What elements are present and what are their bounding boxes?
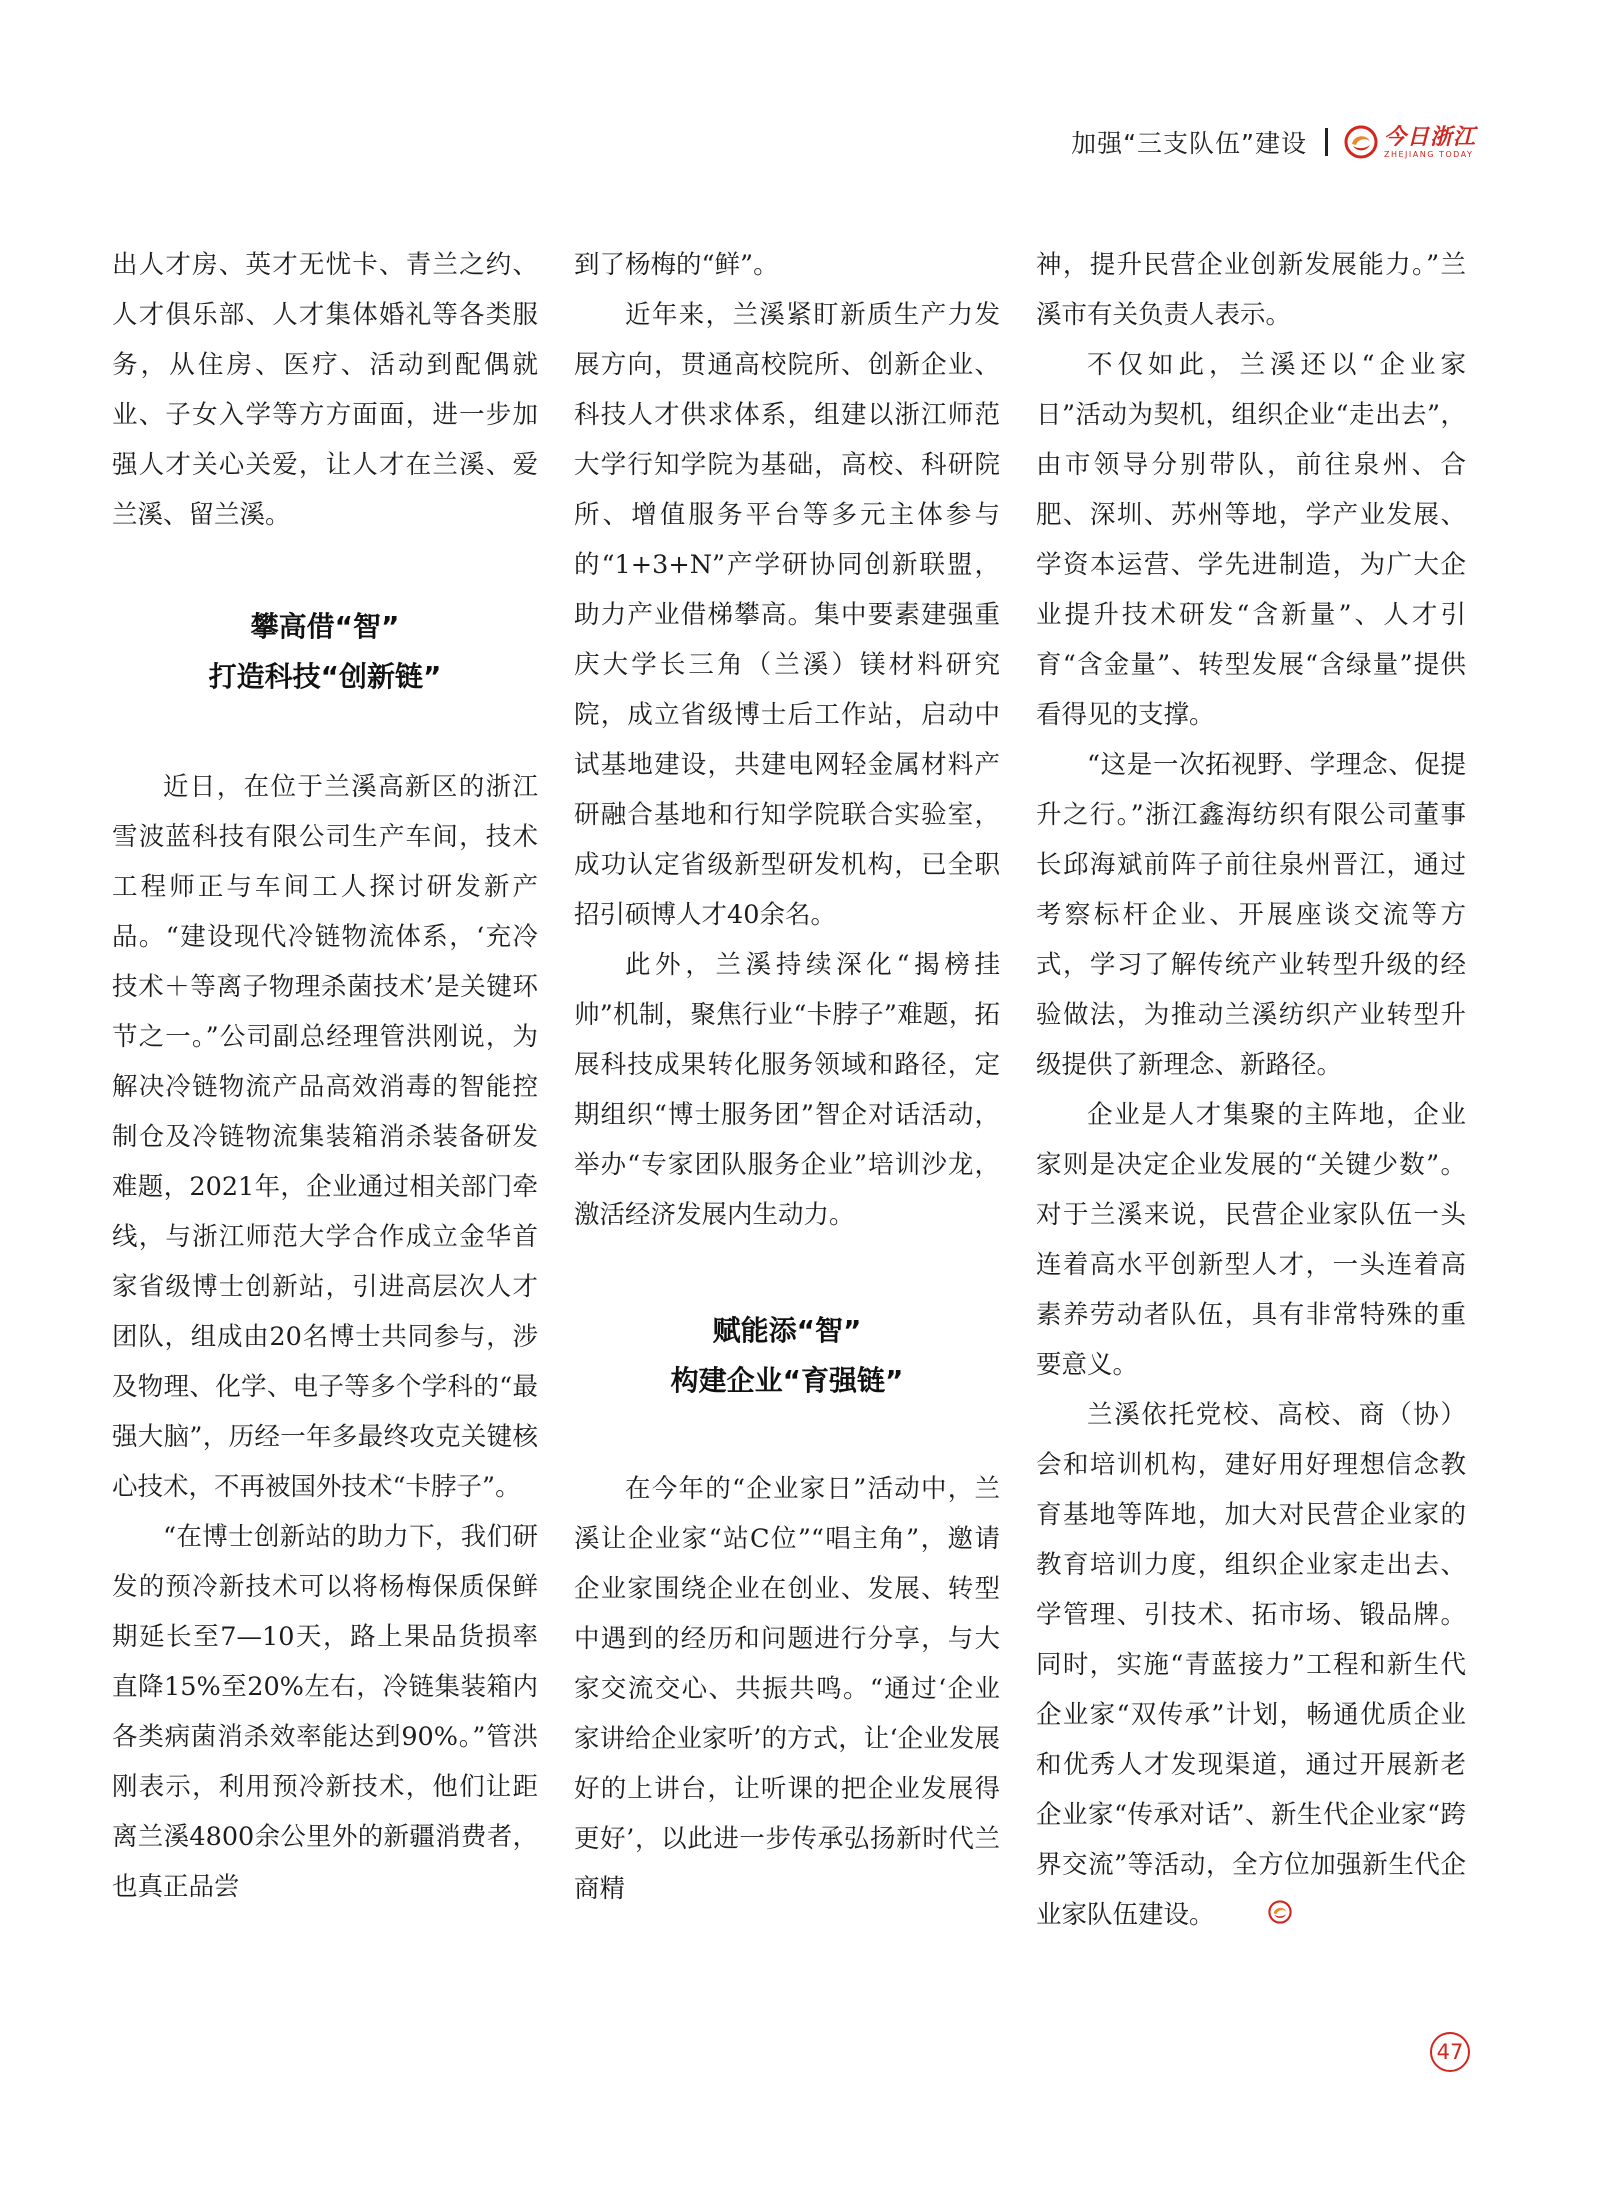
column-2 <box>574 240 1000 1914</box>
paragraph: 企业是人才集聚的主阵地，企业家则是决定企业发展的“关键少数”。对于兰溪来说，民营企业家队伍一头连着高水平创新型人才，一头连着高素养劳动者队伍，具有非常特殊的重要意义。 <box>1036 1100 1466 1380</box>
header-divider <box>1325 128 1328 156</box>
swirl-logo-icon <box>1344 125 1378 159</box>
section-heading-line-1: 攀高借“智” <box>250 610 400 643</box>
section-heading-line-2: 构建企业“育强链” <box>670 1364 904 1397</box>
brand-name-cn: 今日浙江 <box>1383 123 1476 150</box>
paragraph: 近年来，兰溪紧盯新质生产力发展方向，贯通高校院所、创新企业、科技人才供求体系，组建以浙江师范大学行知学院为基础，高校、科研院所、增值服务平台等多元主体参与的“1+3+N”产学研协同创新联盟，助力产业借梯攀高。集中要素建强重庆大学长三角（兰溪）镁材料研究院，成立省级博士后工作站，启动中试基地建设，共建电网轻金属材料产研融合基地和行知学院联合实验室，成功认定省级新型研发机构，已全职招引硕博人才40余名。 <box>574 300 1000 930</box>
section-title: 加强“三支队伍”建设 <box>1071 129 1307 158</box>
column-3 <box>1036 240 1466 1941</box>
paragraph: 在今年的“企业家日”活动中，兰溪让企业家“站C位”“唱主角”，邀请企业家围绕企业在创业、发展、转型中遇到的经历和问题进行分享，与大家交流交心、共振共鸣。“通过‘企业家讲给企业家听’的方式，让‘企业发展好的上讲台，让听课的把企业发展得更好’，以此进一步传承弘扬新时代兰商精 <box>574 1474 1000 1904</box>
paragraph: 到了杨梅的“鲜”。 <box>574 250 779 280</box>
paragraph: 此外，兰溪持续深化“揭榜挂帅”机制，聚焦行业“卡脖子”难题，拓展科技成果转化服务领域和路径，定期组织“博士服务团”智企对话活动，举办“专家团队服务企业”培训沙龙，激活经济发展内生动力。 <box>574 950 1000 1230</box>
article-end-icon <box>1217 1891 1292 1941</box>
section-heading <box>574 1306 1000 1406</box>
paragraph: 不仅如此，兰溪还以“企业家日”活动为契机，组织企业“走出去”，由市领导分别带队，前往泉州、合肥、深圳、苏州等地，学产业发展、学资本运营、学先进制造，为广大企业提升技术研发“含新量”、人才引育“含金量”、转型发展“含绿量”提供看得见的支撑。 <box>1036 350 1466 730</box>
paragraph: 出人才房、英才无忧卡、青兰之约、人才俱乐部、人才集体婚礼等各类服务，从住房、医疗、活动到配偶就业、子女入学等方方面面，进一步加强人才关心关爱，让人才在兰溪、爱兰溪、留兰溪。 <box>112 250 538 530</box>
paragraph: “在博士创新站的助力下，我们研发的预冷新技术可以将杨梅保质保鲜期延长至7—10天，路上果品货损率直降15%至20%左右，冷链集装箱内各类病菌消杀效率能达到90%。”管洪刚表示，利用预冷新技术，他们让距离兰溪4800余公里外的新疆消费者，也真正品尝 <box>112 1522 538 1902</box>
brand-name-en: ZHEJIANG TODAY <box>1383 149 1474 159</box>
paragraph: “这是一次拓视野、学理念、促提升之行。”浙江鑫海纺织有限公司董事长邱海斌前阵子前往泉州晋江，通过考察标杆企业、开展座谈交流等方式，学习了解传统产业转型升级的经验做法，为推动兰溪纺织产业转型升级提供了新理念、新路径。 <box>1036 750 1466 1080</box>
brand-logo <box>1344 125 1476 159</box>
paragraph <box>1036 1390 1466 1941</box>
section-heading-line-2: 打造科技“创新链” <box>208 660 442 693</box>
column-1 <box>112 240 538 1912</box>
section-heading-line-1: 赋能添“智” <box>712 1314 862 1347</box>
section-heading <box>112 602 538 702</box>
paragraph: 近日，在位于兰溪高新区的浙江雪波蓝科技有限公司生产车间，技术工程师正与车间工人探讨研发新产品。“建设现代冷链物流体系，‘充冷技术＋等离子物理杀菌技术’是关键环节之一。”公司副总经理管洪刚说，为解决冷链物流产品高效消毒的智能控制仓及冷链物流集装箱消杀装备研发难题，2021年，企业通过相关部门牵线，与浙江师范大学合作成立金华首家省级博士创新站，引进高层次人才团队，组成由20名博士共同参与，涉及物理、化学、电子等多个学科的“最强大脑”，历经一年多最终攻克关键核心技术，不再被国外技术“卡脖子”。 <box>112 772 538 1502</box>
page-header <box>1071 122 1476 162</box>
page-number: 47 <box>1430 2032 1470 2072</box>
paragraph: 神，提升民营企业创新发展能力。”兰溪市有关负责人表示。 <box>1036 250 1466 330</box>
paragraph-text: 兰溪依托党校、高校、商（协）会和培训机构，建好用好理想信念教育基地等阵地，加大对民营企业家的教育培训力度，组织企业家走出去、学管理、引技术、拓市场、锻品牌。同时，实施“青蓝接力”工程和新生代企业家“双传承”计划，畅通优质企业和优秀人才发现渠道，通过开展新老企业家“传承对话”、新生代企业家“跨界交流”等活动，全方位加强新生代企业家队伍建设。 <box>1036 1400 1466 1930</box>
